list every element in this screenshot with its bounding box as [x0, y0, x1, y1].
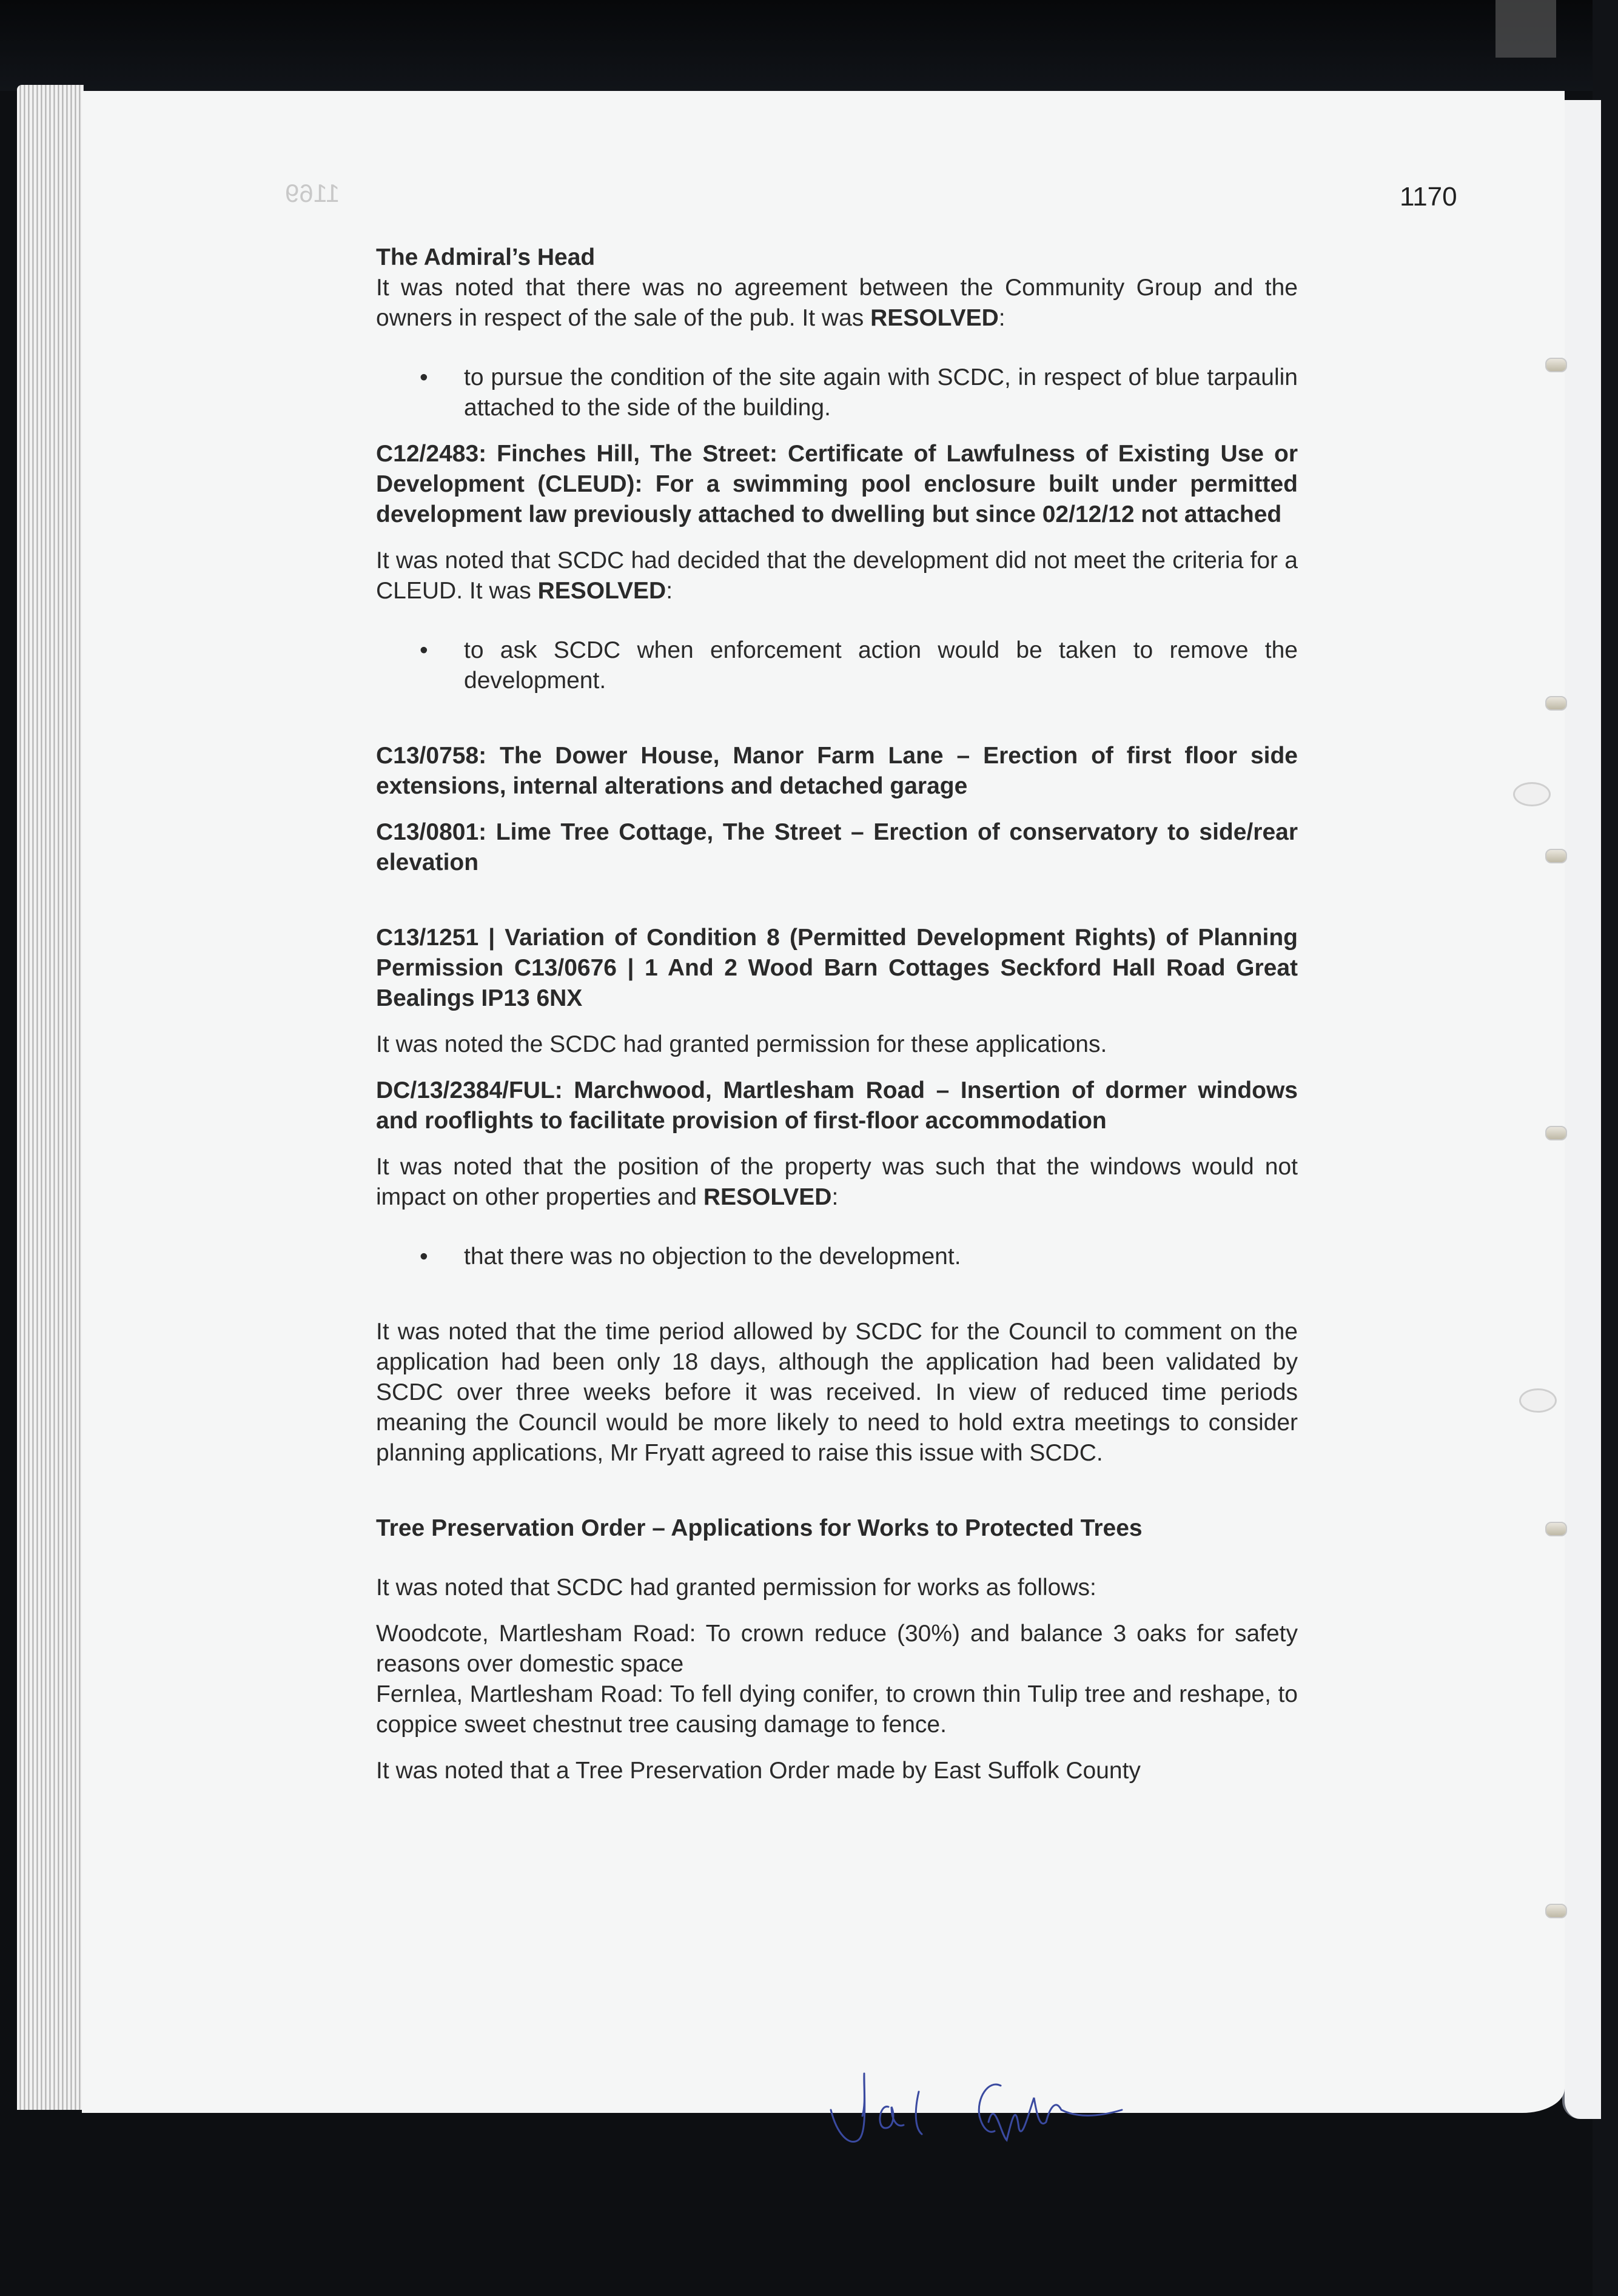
resolved-label: RESOLVED — [870, 305, 999, 331]
binder-ring-icon — [1545, 849, 1567, 863]
bullet-icon: • — [420, 637, 428, 663]
paragraph-text: It was noted that the position of the property was such that the windows would not impact on other properties and — [376, 1154, 1298, 1210]
resolution-bullet — [376, 363, 1298, 423]
page-stack-edge — [17, 85, 84, 2110]
page-number: 1170 — [1400, 182, 1457, 212]
paragraph-text: : — [666, 578, 673, 604]
bullet-icon: • — [420, 1243, 428, 1270]
paragraph-text: It was noted that there was no agreement between the Community Group and the owners in respect of the sale of the pub. It was — [376, 275, 1298, 331]
paragraph — [376, 273, 1298, 333]
section-c13-0758 — [376, 741, 1298, 802]
punch-hole-icon — [1519, 1388, 1557, 1413]
ghost-page-number: 1169 — [285, 179, 340, 207]
tree-works-item: Fernlea, Martlesham Road: To fell dying conifer, to crown thin Tulip tree and reshape, to coppice sweet chestnut tree causing damage to fence. — [376, 1681, 1298, 1738]
tree-works-item: Woodcote, Martlesham Road: To crown reduce (30%) and balance 3 oaks for safety reasons over domestic space — [376, 1621, 1298, 1677]
resolution-bullet — [376, 635, 1298, 696]
section-heading: DC/13/2384/FUL: Marchwood, Martlesham Road – Insertion of dormer windows and rooflights to facilitate provision of first-floor accommodation — [376, 1077, 1298, 1134]
paragraph-text: : — [831, 1184, 839, 1210]
binder-ring-icon — [1545, 696, 1567, 711]
paragraph-text: : — [998, 305, 1005, 331]
paragraph — [376, 546, 1298, 606]
section-heading: C12/2483: Finches Hill, The Street: Certificate of Lawfulness of Existing Use or Development (CLEUD): For a swimming pool enclosure built under permitted development law previously attached to dwelling but since 02/12/12 not attached — [376, 441, 1298, 527]
paragraph: It was noted that a Tree Preservation Order made by East Suffolk County — [376, 1758, 1141, 1784]
paragraph-text: It was noted that SCDC had decided that the development did not meet the criteria for a CLEUD. It was — [376, 547, 1298, 604]
section-tree-preservation-order — [376, 1513, 1298, 1786]
resolved-label: RESOLVED — [537, 578, 666, 604]
resolved-label: RESOLVED — [703, 1184, 832, 1210]
next-page-edge — [1562, 100, 1601, 2119]
section-c13-1251 — [376, 923, 1298, 1060]
bullet-text: to pursue the condition of the site again with SCDC, in respect of blue tarpaulin attached to the side of the building. — [464, 364, 1298, 421]
binder-ring-icon — [1545, 1126, 1567, 1140]
binder-cover-top — [0, 0, 1618, 91]
binder-strip — [1495, 0, 1556, 58]
bullet-text: to ask SCDC when enforcement action would be taken to remove the development. — [464, 637, 1298, 694]
binder-ring-icon — [1545, 358, 1567, 372]
section-heading: Tree Preservation Order – Applications for Works to Protected Trees — [376, 1515, 1143, 1541]
section-heading: C13/0758: The Dower House, Manor Farm Lane – Erection of first floor side extensions, internal alterations and detached garage — [376, 743, 1298, 799]
bullet-text: that there was no objection to the development. — [464, 1243, 961, 1270]
paragraph: It was noted that the time period allowed by SCDC for the Council to comment on the application had been only 18 days, although the application had been validated by SCDC over three weeks before it was received. In view of reduced time periods meaning the Council would be more likely to need to hold extra meetings to consider planning applications, Mr Fryatt agreed to raise this issue with SCDC. — [376, 1319, 1298, 1466]
bullet-icon: • — [420, 364, 428, 390]
section-admirals-head — [376, 243, 1298, 423]
punch-hole-icon — [1513, 782, 1551, 806]
paragraph: It was noted that SCDC had granted permission for works as follows: — [376, 1575, 1096, 1601]
section-heading: C13/0801: Lime Tree Cottage, The Street – Erection of conservatory to side/rear elevation — [376, 819, 1298, 875]
section-dc-13-2384 — [376, 1076, 1298, 1468]
section-heading: C13/1251 | Variation of Condition 8 (Permitted Development Rights) of Planning Permission C13/0676 | 1 And 2 Wood Barn Cottages Seckford Hall Road Great Bealings IP13 6NX — [376, 925, 1298, 1011]
section-c12-2483 — [376, 439, 1298, 696]
section-c13-0801 — [376, 817, 1298, 878]
minutes-content — [376, 243, 1298, 1786]
binder-ring-icon — [1545, 1522, 1567, 1536]
paragraph — [376, 1152, 1298, 1213]
binder-ring-icon — [1545, 1904, 1567, 1918]
resolution-bullet — [376, 1242, 1298, 1272]
section-heading: The Admiral’s Head — [376, 244, 596, 270]
paragraph: It was noted the SCDC had granted permission for these applications. — [376, 1031, 1107, 1057]
signature — [807, 2061, 1328, 2152]
